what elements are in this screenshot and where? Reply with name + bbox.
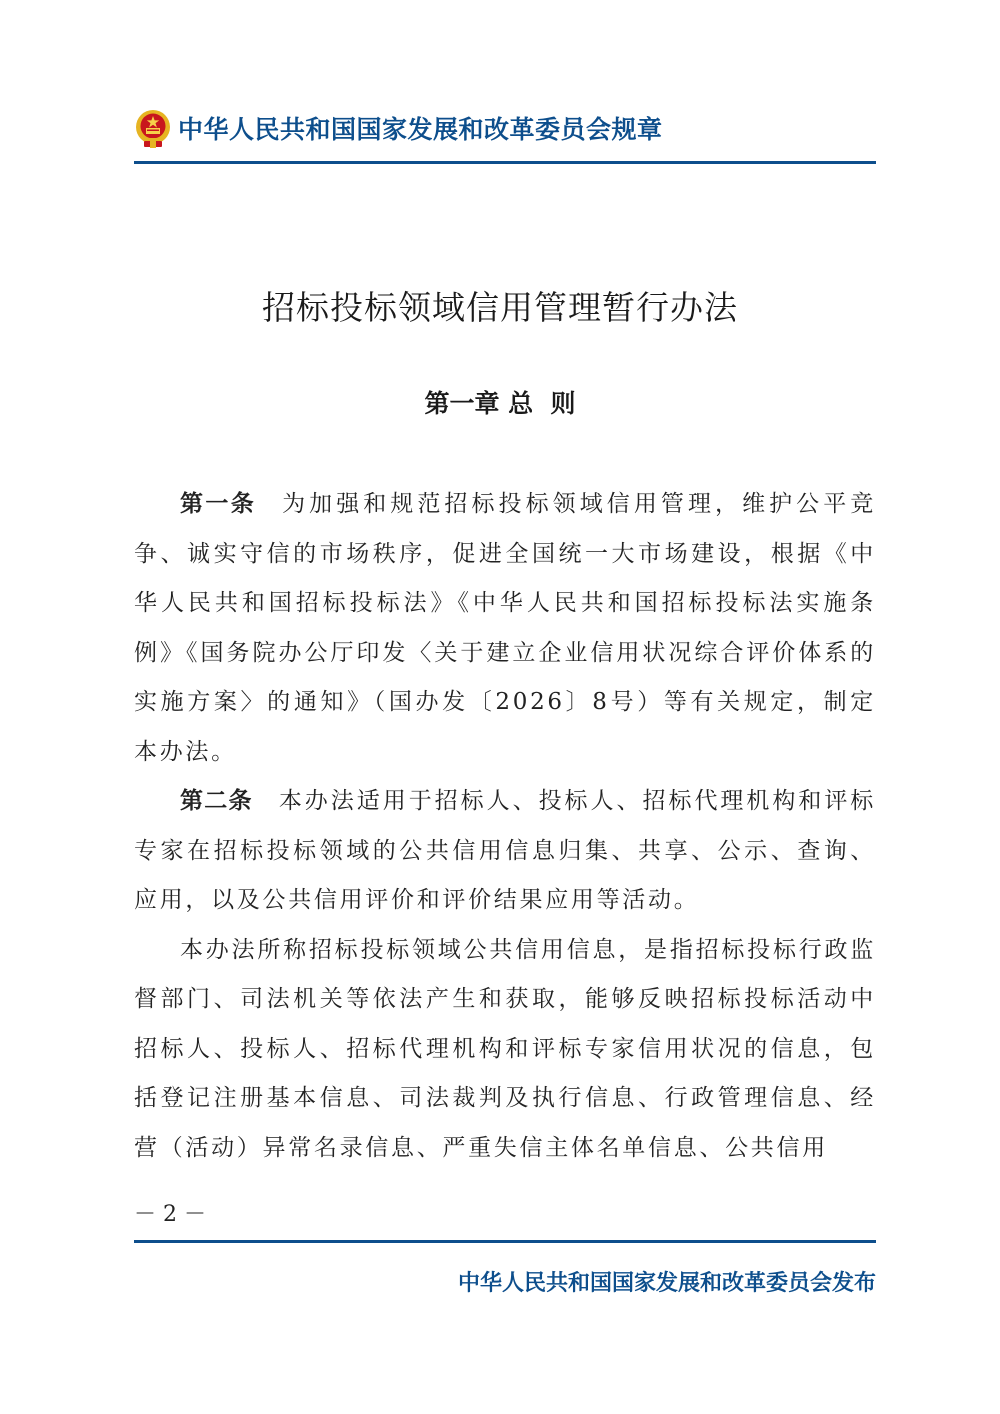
article-1-label: 第一条	[180, 491, 257, 517]
article-1-text: 为加强和规范招标投标领域信用管理，维护公平竞争、诚实守信的市场秩序，促进全国统一大市场建设，根据《中华人民共和国招标投标法》《中华人民共和国招标投标法实施条例》《国务院办公厅印发〈关于建立企业信用状况综合评价体系的实施方案〉的通知》（国办发〔2026〕8号）等有关规定，制定本办法。	[134, 491, 876, 765]
chapter-heading-text: 第一章 总 则	[424, 389, 576, 418]
header-divider	[134, 161, 876, 164]
article-2-text: 本办法适用于招标人、投标人、招标代理机构和评标专家在招标投标领域的公共信用信息归集、共享、公示、查询、应用，以及公共信用评价和评价结果应用等活动。	[134, 788, 876, 913]
page-header	[134, 104, 876, 166]
definition-paragraph: 本办法所称招标投标领域公共信用信息，是指招标投标行政监督部门、司法机关等依法产生和获取，能够反映招标投标活动中招标人、投标人、招标代理机构和评标专家信用状况的信息，包括登记注册基本信息、司法裁判及执行信息、行政管理信息、经营（活动）异常名录信息、严重失信主体名单信息、公共信用	[134, 936, 876, 1161]
national-emblem-icon	[134, 108, 172, 150]
footer-publisher: 中华人民共和国国家发展和改革委员会发布	[457, 1271, 876, 1296]
chapter-heading	[0, 384, 1000, 420]
article-2	[134, 777, 876, 926]
page-number: － 2 －	[134, 1202, 206, 1227]
article-1	[134, 480, 876, 777]
footer-divider	[134, 1240, 876, 1243]
document-title: 招标投标领域信用管理暂行办法	[262, 288, 738, 327]
header-title: 中华人民共和国国家发展和改革委员会规章	[178, 115, 663, 144]
document-body	[134, 480, 876, 1173]
article-2-label: 第二条	[180, 788, 253, 814]
